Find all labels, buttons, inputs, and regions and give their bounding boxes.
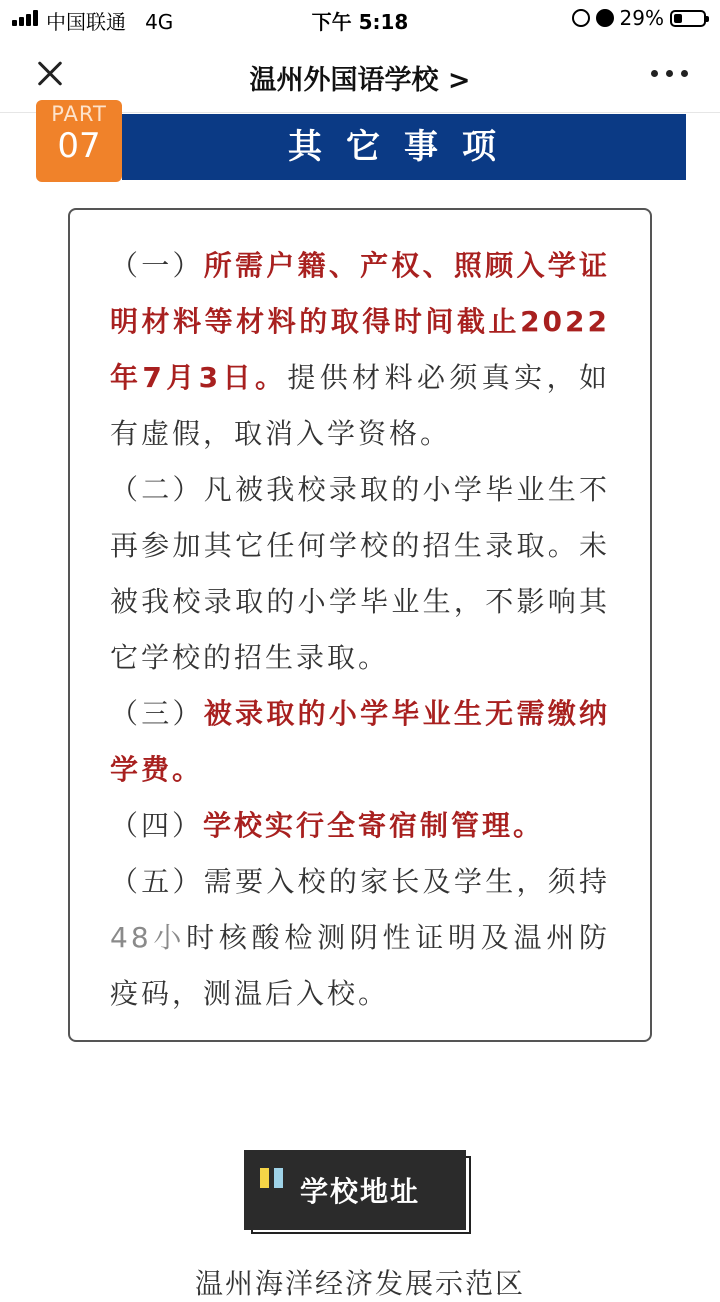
notice-item-5: [110, 854, 610, 1022]
item-text: 提供材料必须真实，如有虚假，取消入学资格。: [110, 361, 610, 450]
more-dot-icon: [651, 70, 658, 77]
battery-percent: 29%: [619, 6, 664, 30]
notice-item-2: （二）凡被我校录取的小学毕业生不再参加其它任何学校的招生录取。未被我校录取的小学毕业生，不影响其它学校的招生录取。: [110, 473, 610, 674]
status-time: 下午 5:18: [311, 10, 409, 34]
item-prefix: （一）: [110, 249, 204, 282]
item-number: 48小: [110, 921, 187, 954]
notice-content-box: [68, 208, 652, 1042]
notice-item-1: [110, 238, 610, 462]
highlight-text: 所需户籍、产权、照顾入学证明材料等材料的取得时间截止2022年7月3日。: [110, 249, 610, 394]
item-prefix: （三）: [110, 697, 204, 730]
battery-fill: [674, 14, 682, 23]
more-dot-icon: [681, 70, 688, 77]
highlight-text: 被录取的小学毕业生无需缴纳学费。: [110, 697, 610, 786]
status-bar: [0, 0, 720, 36]
address-text: 温州海洋经济发展示范区: [194, 1267, 525, 1300]
battery-icon: [670, 10, 706, 27]
part-badge: [36, 100, 122, 182]
address-label: 学校地址: [300, 1175, 421, 1208]
more-options-button[interactable]: [651, 70, 688, 77]
carrier-name: 中国联通: [46, 10, 126, 34]
item-text: （五）需要入校的家长及学生，须持: [110, 865, 610, 898]
item-text: 时核酸检测阴性证明及温州防疫码，测温后入校。: [110, 921, 610, 1010]
section-title: 其它事项: [122, 114, 686, 180]
account-title-link[interactable]: 温州外国语学校 >: [249, 65, 471, 96]
part-number: 07: [57, 126, 101, 166]
alarm-icon: [596, 9, 614, 27]
orientation-lock-icon: [572, 9, 590, 27]
notice-item-3: [110, 686, 610, 798]
address-tag: [244, 1150, 466, 1230]
network-type: 4G: [145, 10, 174, 34]
notice-item-4: [110, 798, 610, 854]
part-label: PART: [51, 102, 107, 126]
more-dot-icon: [666, 70, 673, 77]
item-prefix: （四）: [110, 809, 204, 842]
highlight-text: 学校实行全寄宿制管理。: [203, 809, 545, 842]
